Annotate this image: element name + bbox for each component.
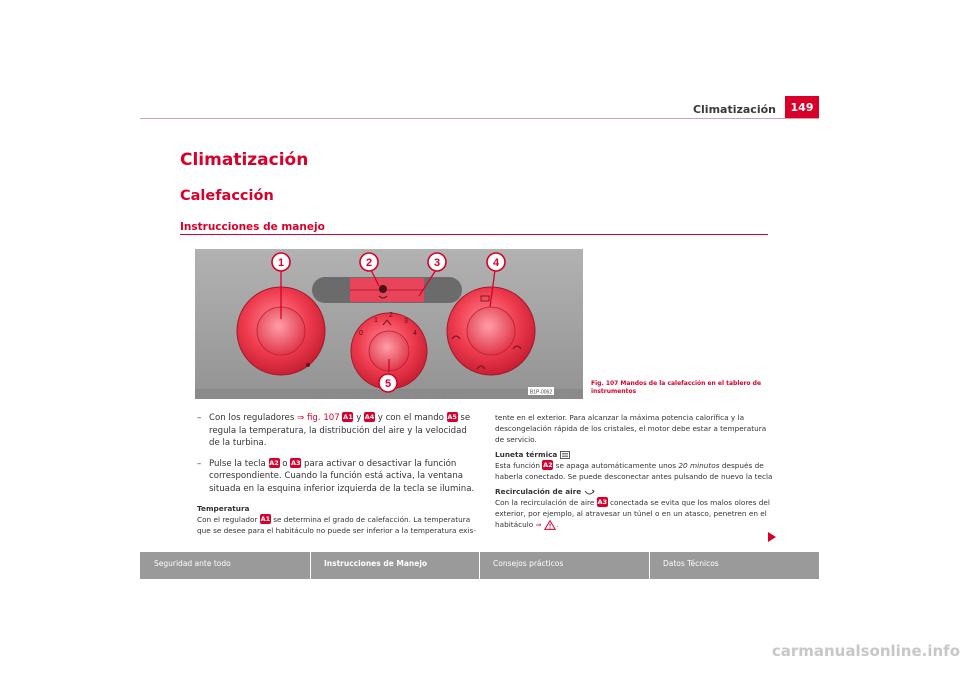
badge-a1: A1 [260,515,271,523]
temperature-heading: Temperatura [197,504,250,513]
badge-a2: A2 [269,458,279,467]
subsection-title: Instrucciones de manejo [180,221,325,233]
footer-tab-datos[interactable]: Datos Técnicos [663,559,719,568]
instruction-bullet: – Con los reguladores ⇒ fig. 107 A1 y A4 y con el mando A5 se regula la temperatura, la distribución del aire y la velocidad de la turbina. [197,413,471,448]
right-column [495,412,775,530]
warning-link[interactable]: ⇒ . [535,520,559,529]
recirculation-icon [584,489,595,496]
heater-controls-figure [195,249,583,399]
svg-text:1: 1 [277,257,285,269]
badge-a1: A1 [343,413,353,421]
rear-window-heading: Luneta térmica [495,449,775,460]
chapter-title: Climatización [180,150,309,170]
left-column [197,412,480,536]
recirculation-paragraph: Recirculación de aire Con la recirculación de aire A3 conectada se evita que los malos olores del exterior, por ejemplo, al atravesar un túnel o en un atasco, penetren en el habitáculo ⇒ . [495,486,775,530]
callout-2 [360,253,378,271]
svg-text:2: 2 [365,257,373,269]
svg-text:5: 5 [384,378,392,390]
badge-a2: A2 [543,461,553,469]
fan-dial-number: 1 [374,317,378,324]
badge-a3: A3 [290,458,301,467]
badge-a4: A4 [364,413,375,421]
callout-5 [379,374,397,392]
fan-dial-number: 2 [389,312,393,319]
fan-dial-number: 4 [413,330,417,337]
footer-tab-consejos[interactable]: Consejos prácticos [493,559,564,568]
recirculation-heading: Recirculación de aire [495,486,775,497]
bullet-dash: – [197,413,202,423]
next-page-arrow-icon[interactable] [768,532,776,542]
callout-3 [428,253,446,271]
callout-1 [272,253,290,271]
warning-triangle-icon [544,520,556,530]
page-number: 149 [785,96,819,118]
svg-text:3: 3 [433,257,441,269]
rear-defrost-button[interactable] [379,285,387,293]
section-title: Calefacción [180,188,274,204]
instruction-bullet: – Pulse la tecla A2 o A3 para activar o desactivar la función correspondiente. Cuando la función está activa, la ventana situada en la esquina inferior izquierda de la tecla se ilumina. [197,458,475,494]
figure-code-label [528,387,554,396]
rear-window-paragraph: Luneta térmica Esta función A2 se apaga automáticamente unos 20 minutos después de haberla conectado. Se puede desconectar antes pulsando de nuevo la tecla [495,449,775,482]
figure-caption: Fig. 107 Mandos de la calefacción en el tablero de instrumentos [591,380,762,395]
svg-text:4: 4 [492,257,500,269]
watermark: carmanualsonline.info [771,642,960,660]
footer-navigation [140,552,819,579]
badge-a5: A5 [447,413,457,421]
badge-a3: A3 [597,498,607,506]
rear-defrost-icon [560,451,570,459]
footer-tab-instrucciones[interactable]: Instrucciones de Manejo [324,559,428,568]
continued-paragraph: tente en el exterior. Para alcanzar la máxima potencia calorífica y la descongelación rápida de los cristales, el motor debe estar a temperatura de servicio. [495,413,767,444]
section-rule [180,234,768,235]
header-rule [140,118,819,119]
callout-4 [487,253,505,271]
fan-dial-number: 0 [359,330,363,337]
temperature-paragraph: Temperatura Con el regulador A1 se determina el grado de calefacción. La temperatura que se desee para el habitáculo no puede ser inferior a la temperatura exis- [197,503,480,536]
footer-tab-seguridad[interactable]: Seguridad ante todo [154,559,231,568]
svg-text:B1P-0062: B1P-0062 [529,389,553,396]
bullet-dash: – [197,458,202,469]
running-header-title: Climatización [692,103,776,116]
figure-link[interactable]: ⇒ fig. 107 [297,413,340,423]
fan-dial-number: 3 [404,318,408,325]
